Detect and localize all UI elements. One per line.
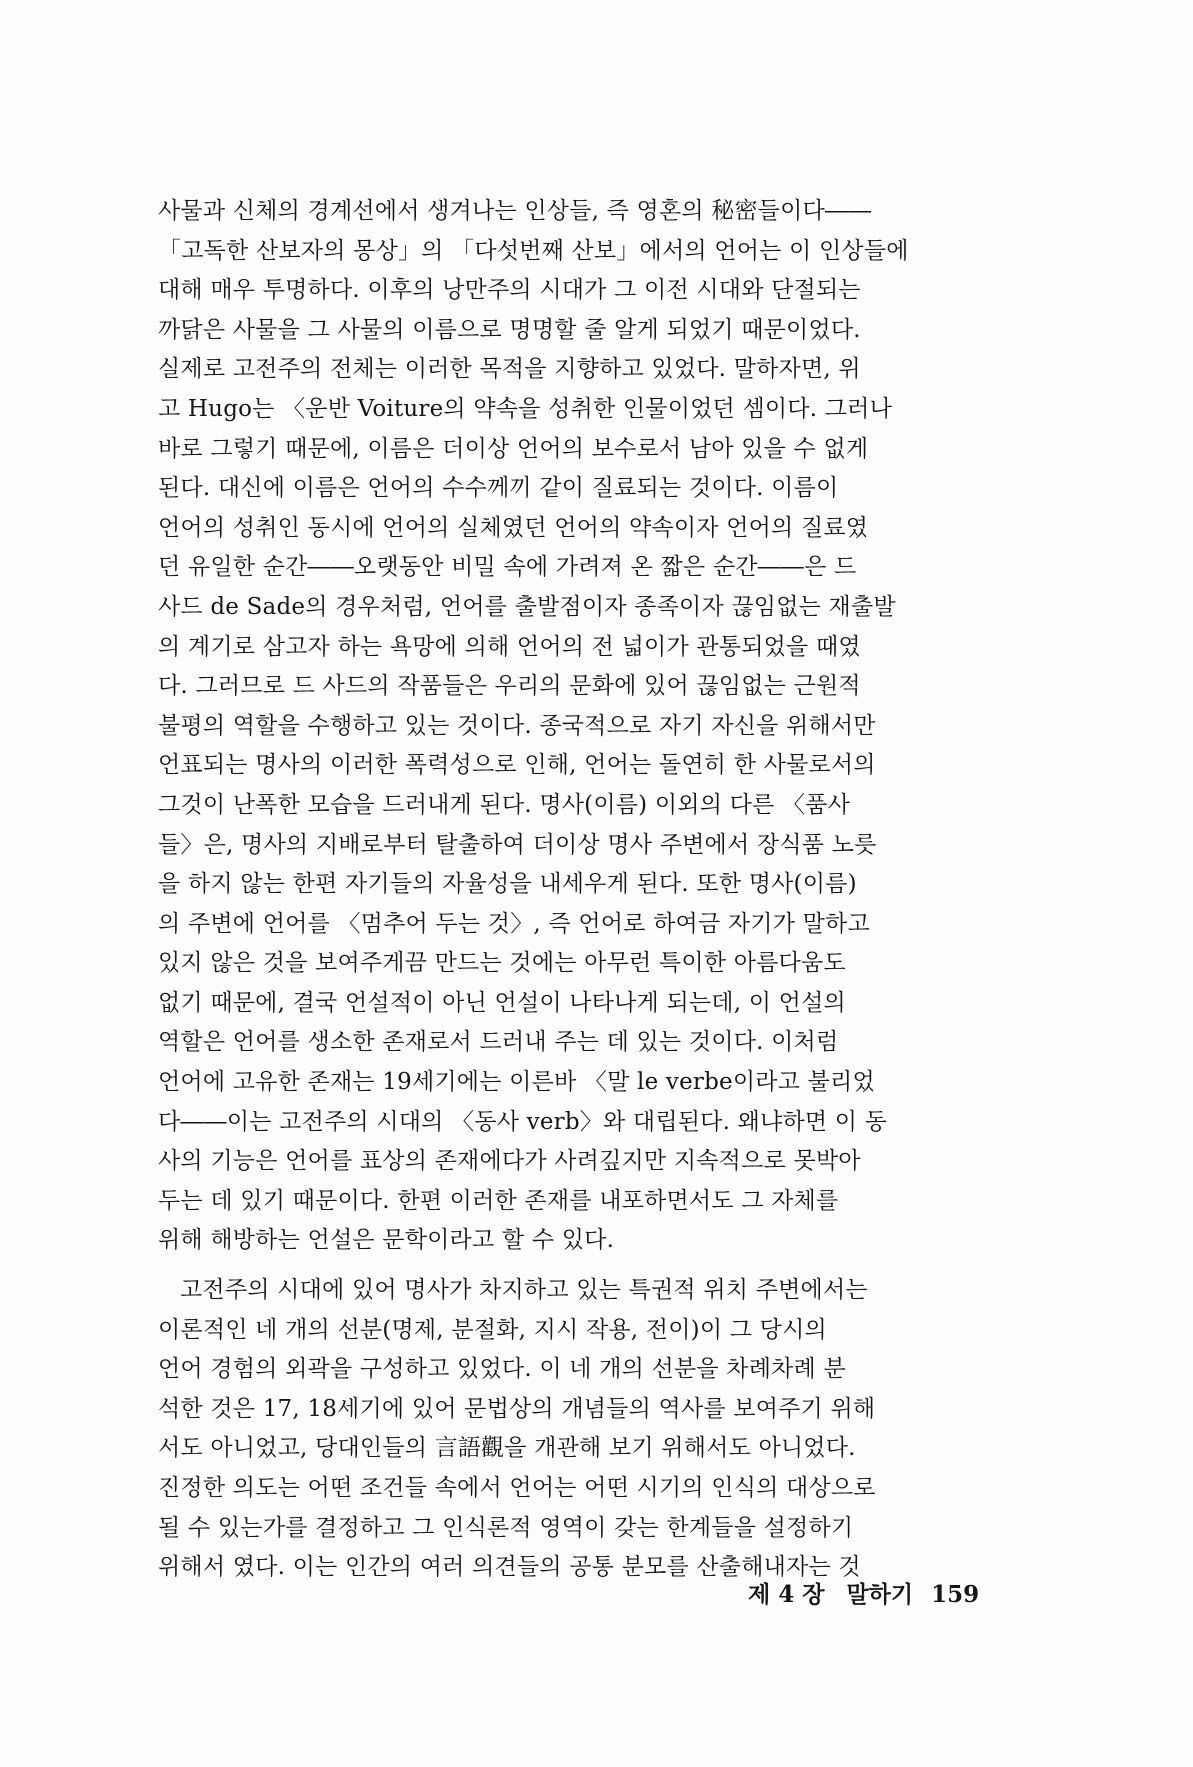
text-line: 이론적인 네 개의 선분(명제, 분절화, 지시 작용, 전이)이 그 당시의 — [158, 1316, 827, 1343]
text-line: 을 하지 않는 한편 자기들의 자율성을 내세우게 된다. 또한 명사(이름) — [158, 871, 857, 898]
text-line: 사드 de Sade의 경우처럼, 언어를 출발점이자 종족이자 끊임없는 재출발 — [158, 593, 896, 620]
text-line: 서도 아니었고, 당대인들의 言語觀을 개관해 보기 위해서도 아니었다. — [158, 1435, 856, 1462]
text-line: 언어의 성취인 동시에 언어의 실체였던 언어의 약속이자 언어의 질료였 — [158, 514, 869, 541]
text-line: 사물과 신체의 경계선에서 생겨나는 인상들, 즉 영혼의 秘密들이다―― — [158, 198, 872, 224]
text-line: 대해 매우 투명하다. 이후의 낭만주의 시대가 그 이전 시대와 단절되는 — [158, 277, 861, 304]
text-line: 고전주의 시대에 있어 명사가 차지하고 있는 특권적 위치 주변에서는 — [180, 1277, 868, 1304]
chapter-title: 말하기 — [846, 1581, 914, 1608]
text-line: 불평의 역할을 수행하고 있는 것이다. 종국적으로 자기 자신을 위해서만 — [158, 712, 876, 739]
text-line: 석한 것은 17, 18세기에 있어 문법상의 개념들의 역사를 보여주기 위해 — [158, 1395, 876, 1422]
text-line: 두는 데 있기 때문이다. 한편 이러한 존재를 내포하면서도 그 자체를 — [158, 1187, 839, 1214]
text-line: 들〉은, 명사의 지배로부터 탈출하여 더이상 명사 주변에서 장식품 노릇 — [158, 831, 877, 858]
body-text — [158, 192, 1010, 1588]
text-line: 그것이 난폭한 모습을 드러내게 된다. 명사(이름) 이외의 다른 〈품사 — [158, 791, 851, 818]
text-line: 의 계기로 삼고자 하는 욕망에 의해 언어의 전 넓이가 관통되었을 때였 — [158, 633, 861, 660]
text-line: 고 Hugo는 〈운반 Voiture의 약속을 성취한 인물이었던 셈이다. 그러나 — [158, 395, 892, 422]
text-line: 바로 그렇기 때문에, 이름은 더이상 언어의 보수로서 남아 있을 수 없게 — [158, 435, 869, 462]
text-line: 된다. 대신에 이름은 언어의 수수께끼 같이 질료되는 것이다. 이름이 — [158, 475, 839, 502]
text-line: 「고독한 산보자의 몽상」의 「다섯번째 산보」에서의 언어는 이 인상들에 — [158, 237, 909, 264]
text-line: 역할은 언어를 생소한 존재로서 드러내 주는 데 있는 것이다. 이처럼 — [158, 1029, 839, 1056]
text-line: 위해 해방하는 언설은 문학이라고 할 수 있다. — [158, 1227, 615, 1254]
text-line: 없기 때문에, 결국 언설적이 아닌 언설이 나타나게 되는데, 이 언설의 — [158, 989, 846, 1016]
paragraph-gap — [158, 1261, 1010, 1271]
text-line: 의 주변에 언어를 〈멈추어 두는 것〉, 즉 언어로 하여금 자기가 말하고 — [158, 910, 870, 937]
text-line: 위해서 였다. 이는 인간의 여러 의견들의 공통 분모를 산출해내자는 것 — [158, 1554, 861, 1581]
text-line: 사의 기능은 언어를 표상의 존재에다가 사려깊지만 지속적으로 못박아 — [158, 1148, 861, 1175]
text-line: 될 수 있는가를 결정하고 그 인식론적 영역이 갖는 한계들을 설정하기 — [158, 1514, 854, 1541]
text-line: 실제로 고전주의 전체는 이러한 목적을 지향하고 있었다. 말하자면, 위 — [158, 356, 861, 383]
chapter-number: 제 4 장 — [748, 1581, 825, 1608]
paragraph-2 — [158, 1271, 1010, 1588]
text-line: 다. 그러므로 드 사드의 작품들은 우리의 문화에 있어 끊임없는 근원적 — [158, 673, 861, 700]
paragraph-1 — [158, 192, 1010, 1261]
text-line: 있지 않은 것을 보여주게끔 만드는 것에는 아무런 특이한 아름다움도 — [158, 950, 846, 977]
text-line: 던 유일한 순간――오랫동안 비밀 속에 가려져 온 짧은 순간――은 드 — [158, 554, 857, 581]
text-line: 진정한 의도는 어떤 조건들 속에서 언어는 어떤 시기의 인식의 대상으로 — [158, 1475, 876, 1501]
text-line: 언어에 고유한 존재는 19세기에는 이른바 〈말 le verbe이라고 불리었 — [158, 1069, 875, 1096]
text-line: 언표되는 명사의 이러한 폭력성으로 인해, 언어는 돌연히 한 사물로서의 — [158, 752, 876, 779]
text-line: 다――이는 고전주의 시대의 〈동사 verb〉와 대립된다. 왜냐하면 이 동 — [158, 1108, 888, 1135]
page-number: 159 — [931, 1581, 980, 1608]
text-line: 언어 경험의 외곽을 구성하고 있었다. 이 네 개의 선분을 차례차례 분 — [158, 1356, 846, 1383]
page-footer — [748, 1575, 1008, 1615]
text-line: 까닭은 사물을 그 사물의 이름으로 명명할 줄 알게 되었기 때문이었다. — [158, 316, 861, 343]
